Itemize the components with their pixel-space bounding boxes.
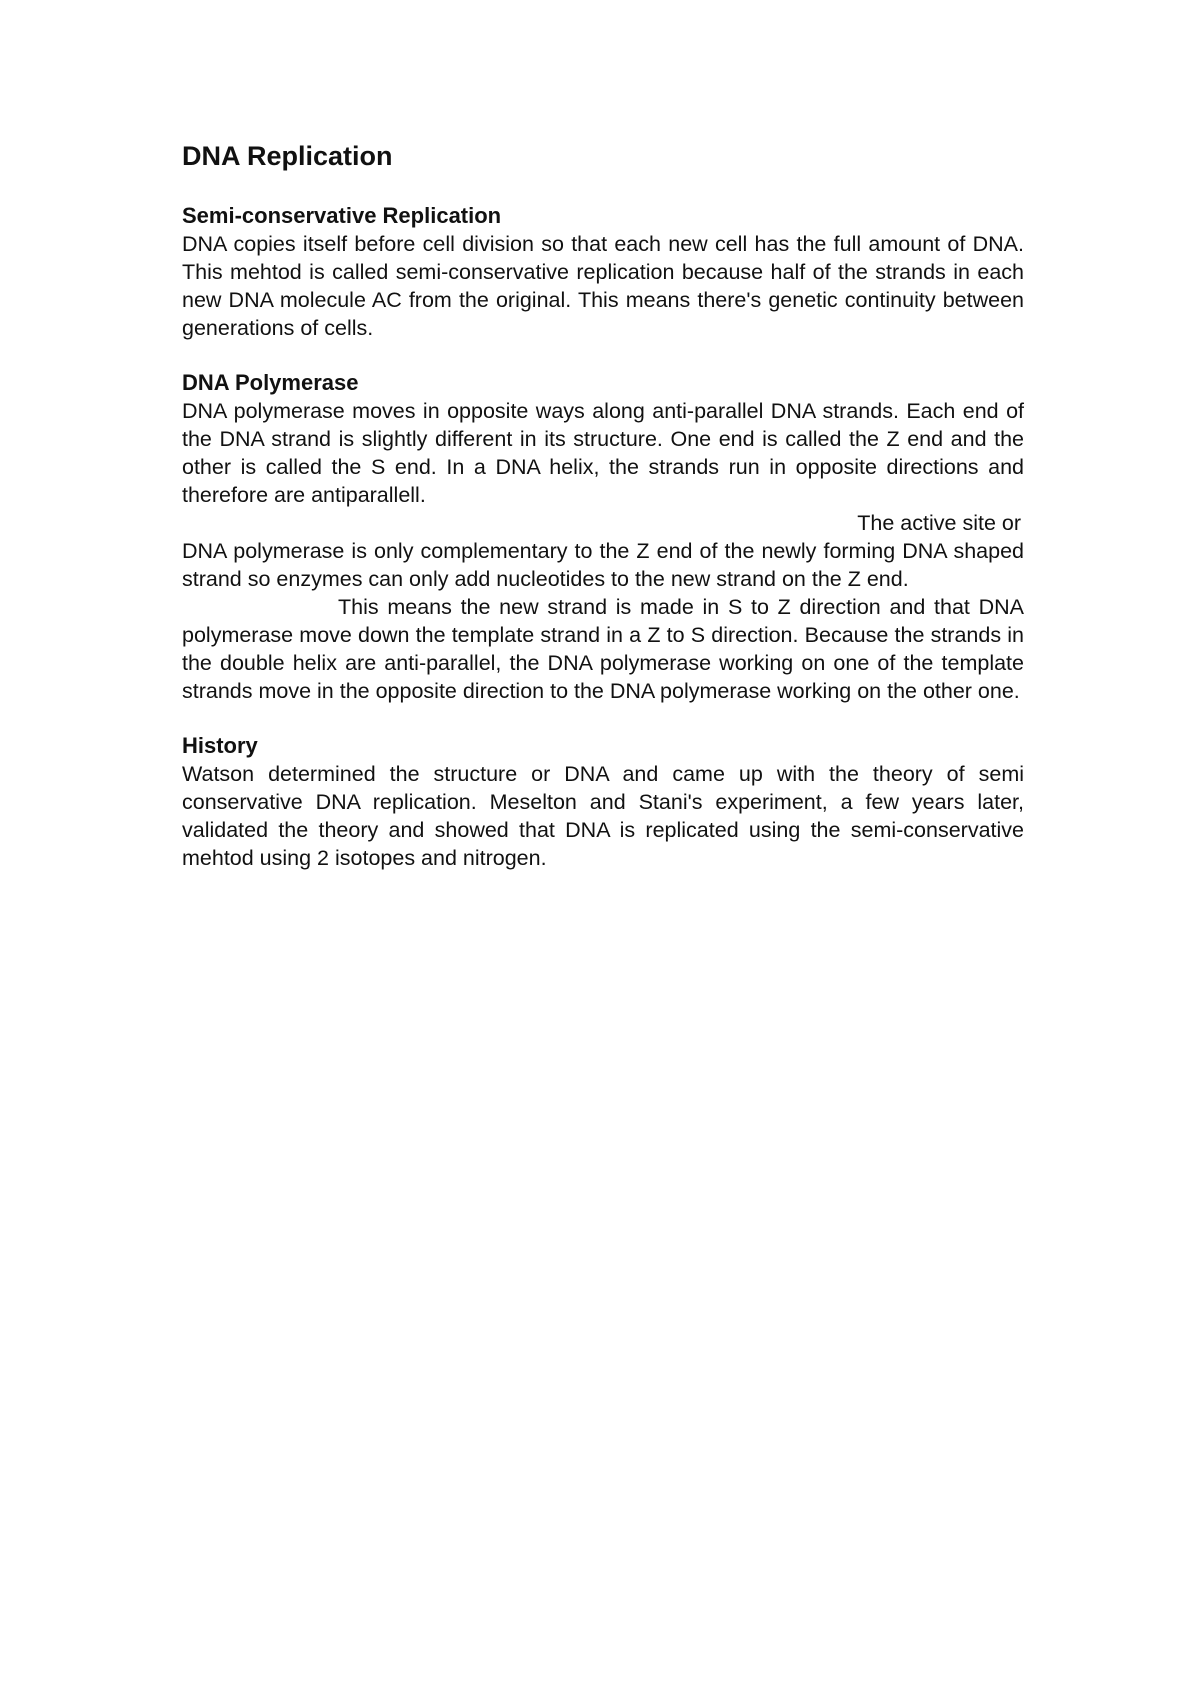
section-heading: History <box>182 733 258 759</box>
section-dna-polymerase <box>182 369 1024 705</box>
section-heading: Semi-conservative Replication <box>182 203 502 229</box>
section-semi-conservative <box>182 202 1024 342</box>
paragraph: Watson determined the structure or DNA and came up with the theory of semi conservative DNA replication. Meselton and Stani's experiment, a few years later, validated the theory and showed that DNA is replicated using the semi-conservative mehtod using 2 isotopes and nitrogen. <box>182 762 1024 871</box>
section-history <box>182 732 1024 872</box>
document-title: DNA Replication <box>182 141 393 171</box>
paragraph: DNA copies itself before cell division so that each new cell has the full amount of DNA. This mehtod is called semi-conservative replication because half of the strands in each new DNA molecule AC from the original. This means there's genetic continuity between generations of cells. <box>182 232 1024 341</box>
document-page <box>182 140 1024 899</box>
paragraph: DNA polymerase is only complementary to the Z end of the newly forming DNA shaped strand so enzymes can only add nucleotides to the new strand on the Z end. <box>182 539 1024 592</box>
paragraph: This means the new strand is made in S to Z direction and that DNA polymerase move down the template strand in a Z to S direction. Because the strands in the double helix are anti-parallel, the DNA polymerase working on one of the template strands move in the opposite direction to the DNA polymerase working on the other one. <box>182 595 1024 704</box>
paragraph-fragment: The active site or <box>857 511 1021 536</box>
section-heading: DNA Polymerase <box>182 370 359 396</box>
paragraph: DNA polymerase moves in opposite ways along anti-parallel DNA strands. Each end of the DNA strand is slightly different in its structure. One end is called the Z end and the other is called the S end. In a DNA helix, the strands run in opposite directions and therefore are antiparallell. <box>182 399 1024 508</box>
